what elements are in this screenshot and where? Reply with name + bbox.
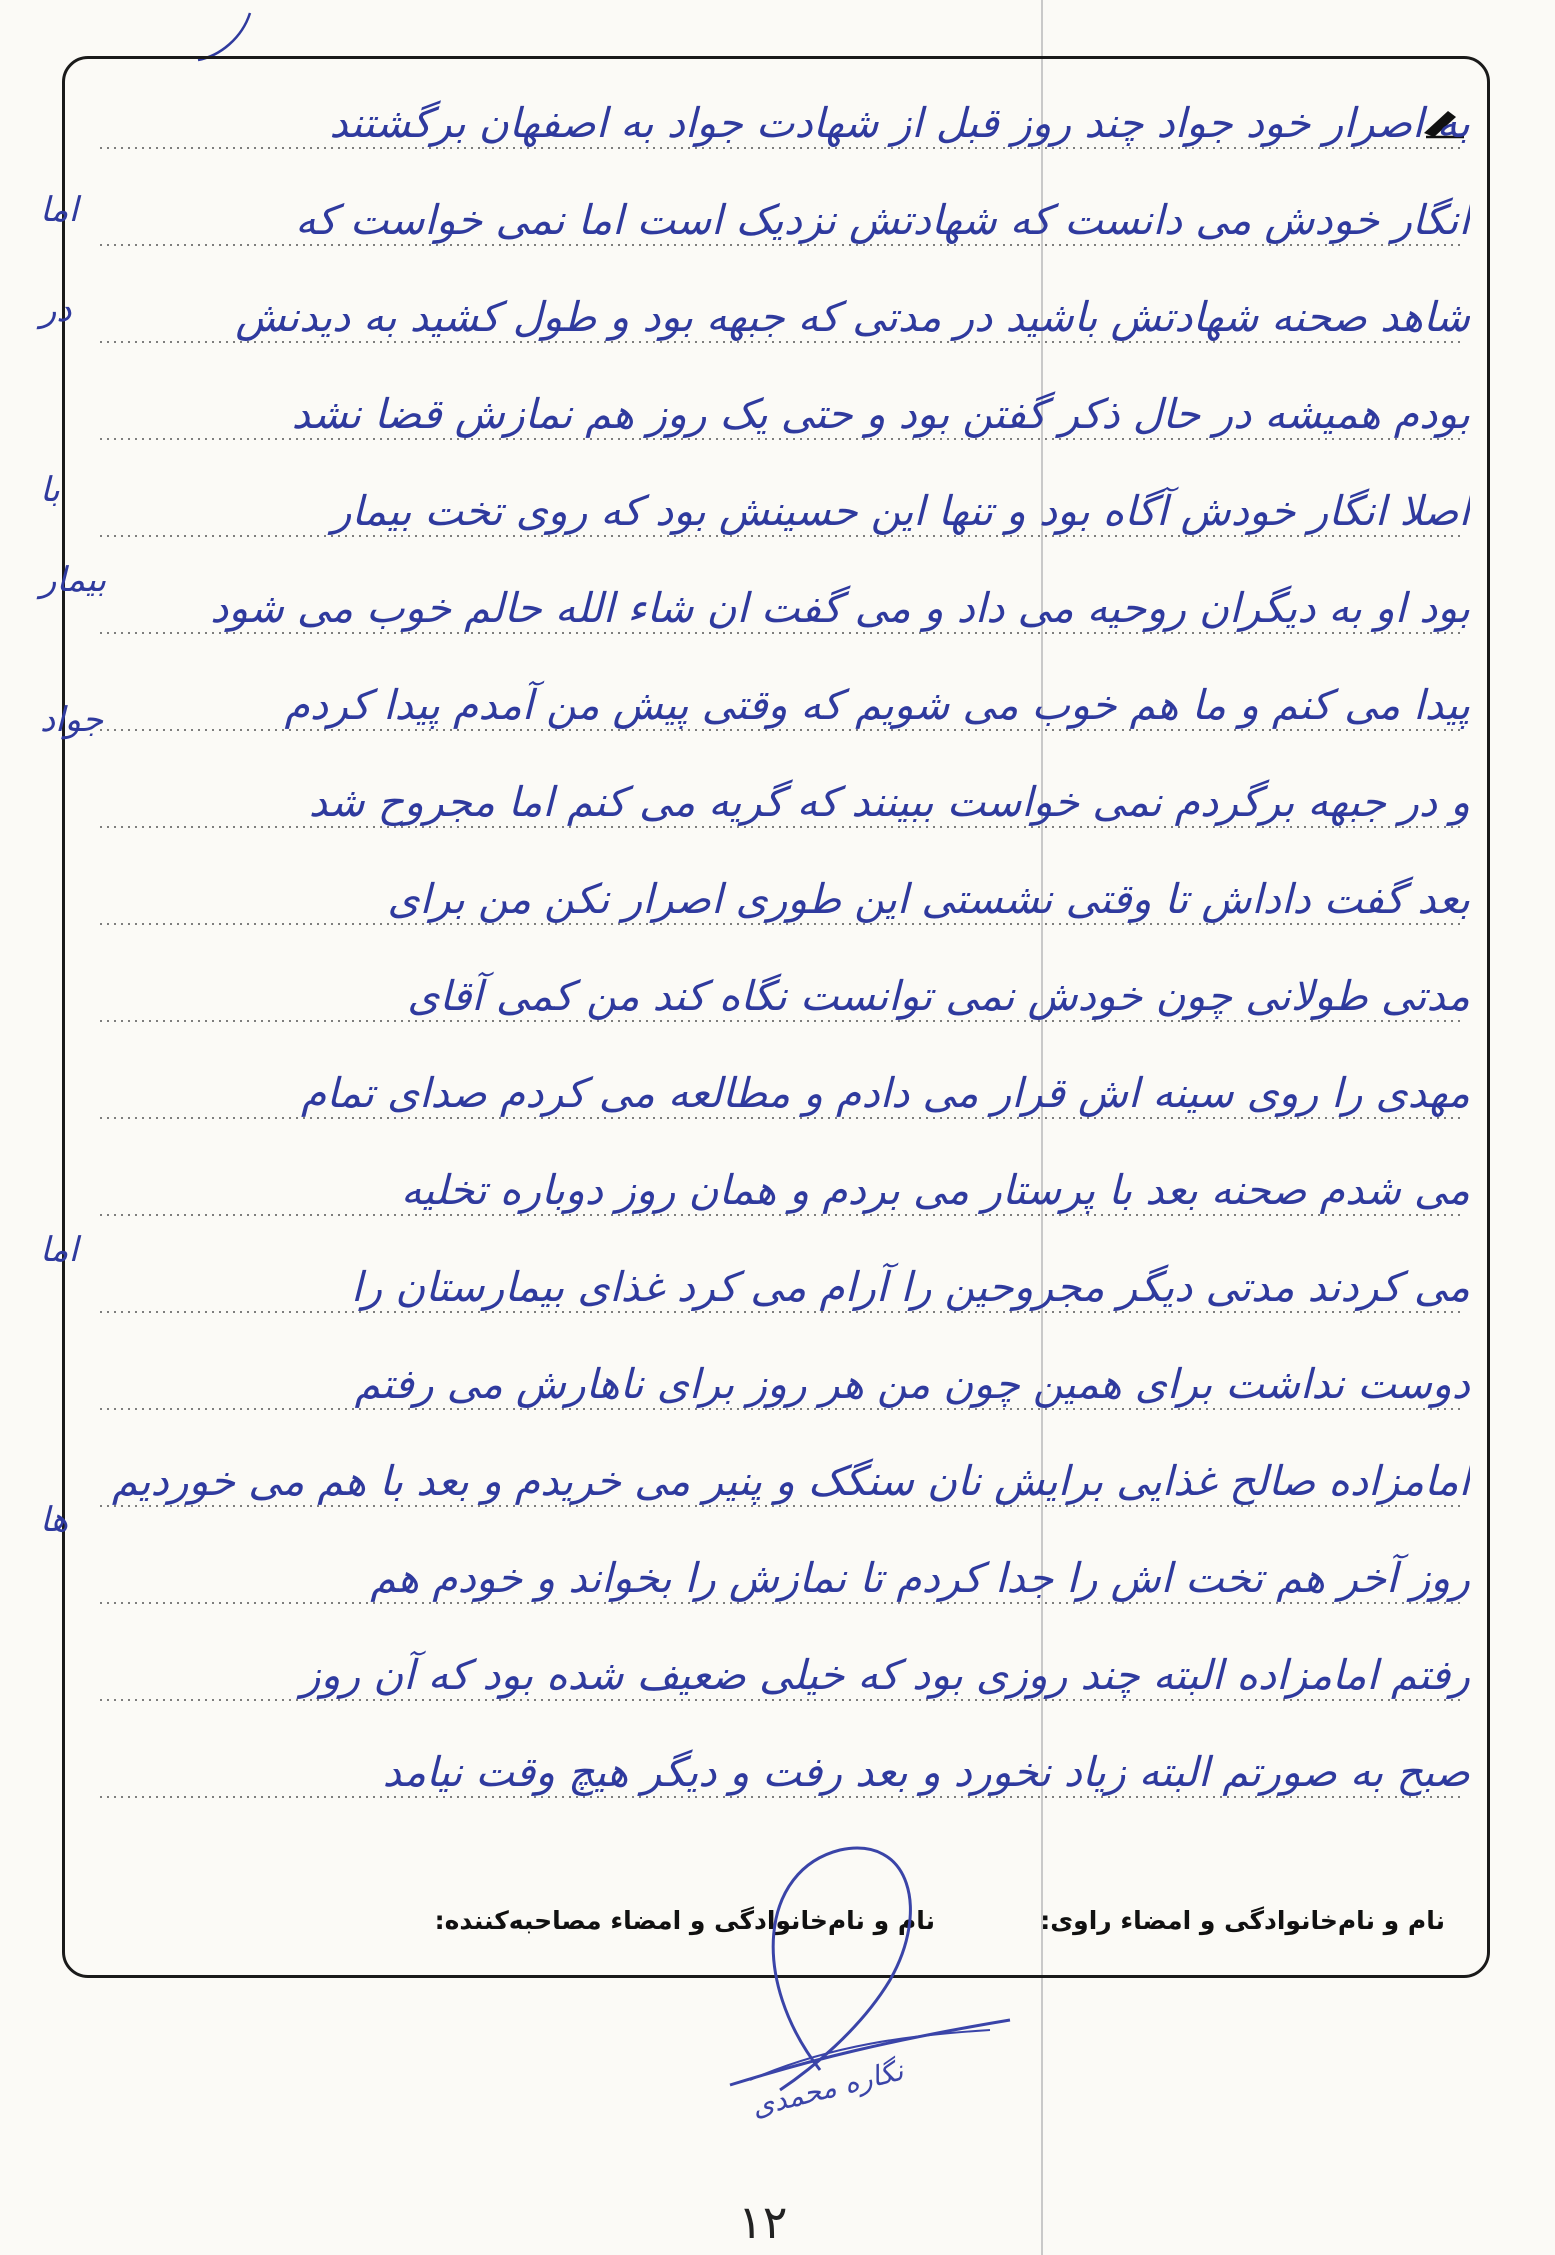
handwritten-line: می کردند مدتی دیگر مجروحین را آرام می کرد غذای بیمارستان را <box>350 1263 1470 1311</box>
handwritten-line: اصلا انگار خودش آگاه بود و تنها این حسینش بود که روی تخت بیمار <box>331 487 1470 535</box>
handwritten-line: دوست نداشت برای همین چون من هر روز برای ناهارش می رفتم <box>354 1360 1470 1408</box>
interviewer-signature-label: نام و نام‌خانوادگی و امضاء مصاحبه‌کننده: <box>434 1906 935 1935</box>
handwritten-line: روز آخر هم تخت اش را جدا کردم تا نمازش را بخواند و خودم هم <box>370 1554 1470 1602</box>
handwritten-line: پیدا می کنم و ما هم خوب می شویم که وقتی پیش من آمدم پیدا کردم <box>284 681 1470 729</box>
margin-note: در <box>40 290 72 330</box>
handwritten-line: امامزاده صالح غذایی برایش نان سنگک و پنیر می خریدم و بعد با هم می خوردیم <box>111 1457 1470 1505</box>
handwritten-line: شاهد صحنه شهادتش باشید در مدتی که جبهه بود و طول کشید به دیدنش <box>235 293 1470 341</box>
handwritten-line: مدتی طولانی چون خودش نمی توانست نگاه کند من کمی آقای <box>407 972 1470 1020</box>
handwritten-line: بودم همیشه در حال ذکر گفتن بود و حتی یک روز هم نمازش قضا نشد <box>291 390 1470 438</box>
handwritten-line: انگار خودش می دانست که شهادتش نزدیک است اما نمی خواست که <box>295 196 1470 244</box>
handwritten-line: به اصرار خود جواد چند روز قبل از شهادت جواد به اصفهان برگشتند <box>329 99 1470 147</box>
margin-note: اما <box>40 190 79 230</box>
handwritten-line: بعد گفت داداش تا وقتی نشستی این طوری اصرار نکن من برای <box>387 875 1470 923</box>
margin-note: اما <box>40 1230 79 1270</box>
handwritten-line: رفتم امامزاده البته چند روزی بود که خیلی ضعیف شده بود که آن روز <box>300 1651 1470 1699</box>
handwritten-line: بود او به دیگران روحیه می داد و می گفت ان شاء الله حالم خوب می شود <box>210 584 1470 632</box>
margin-note: ها <box>40 1500 69 1540</box>
margin-note: جواد <box>40 700 104 740</box>
handwritten-line: مهدی را روی سینه اش قرار می دادم و مطالعه می کردم صدای تمام <box>301 1069 1470 1117</box>
handwritten-line: صبح به صورتم البته زیاد نخورد و بعد رفت و دیگر هیچ وقت نیامد <box>382 1748 1470 1796</box>
margin-note: بیمار <box>40 560 107 600</box>
handwritten-line: می شدم صحنه بعد با پرستار می بردم و همان روز دوباره تخلیه <box>400 1166 1470 1214</box>
signature-name: نگاره محمدی <box>748 2053 907 2124</box>
margin-note: با <box>40 470 60 510</box>
handwritten-line: و در جبهه برگردم نمی خواست ببینند که گریه می کنم اما مجروح شد <box>308 778 1470 826</box>
narrator-signature-label: نام و نام‌خانوادگی و امضاء راوی: <box>1040 1906 1445 1935</box>
page-number: ۱۲ <box>738 2195 788 2249</box>
